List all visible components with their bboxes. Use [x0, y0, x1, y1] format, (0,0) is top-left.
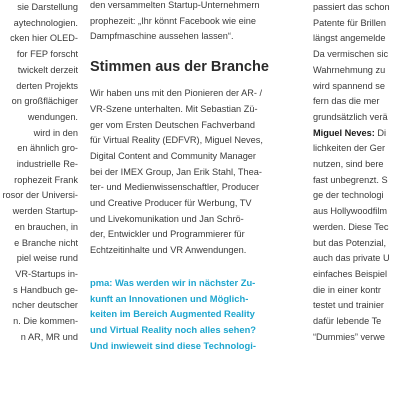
intro-paragraph	[90, 0, 302, 45]
body-line: ger vom Ersten Deutschen Fachverband	[90, 119, 255, 130]
text-line: Wahrnehmung zu	[313, 64, 386, 75]
text-line: ge der technologi	[313, 190, 384, 201]
text-line: cken hier OLED-	[10, 33, 78, 44]
text-line: längst angemelde	[313, 33, 386, 44]
question-line: kunft an Innovationen und Möglich-	[90, 292, 249, 304]
right-column-text-top	[313, 0, 400, 126]
body-line: für Virtual Reality (EDFVR), Miguel Neves,	[90, 135, 263, 146]
text-line: nutzen, sind bere	[313, 159, 384, 170]
section-heading: Stimmen aus der Branche	[90, 59, 269, 76]
body-line: VR-Szene unterhalten. Mit Sebastian Zü-	[90, 103, 258, 114]
intro-line: den versammelten Startup-Unternehmern	[90, 0, 260, 10]
text-line: industrielle Re-	[16, 159, 78, 170]
speaker-line	[313, 126, 400, 142]
text-line: ncher deutscher	[12, 300, 78, 311]
question-line: keiten im Bereich Augmented Reality	[90, 308, 255, 320]
text-line: grundsätzlich verä	[313, 111, 388, 122]
body-line: der, Entwickler und Programmierer für	[90, 229, 245, 240]
text-line: rophezeit Frank	[14, 174, 78, 185]
text-line: werden Startup-	[12, 206, 78, 217]
text-line: VR-Startups in-	[15, 268, 78, 279]
text-line: twickelt derzeit	[17, 64, 78, 75]
speaker-rest: Di	[374, 127, 387, 138]
speaker-name: Miguel Neves:	[313, 127, 375, 138]
intro-line: Dampfmaschine aussehen lassen“.	[90, 31, 234, 42]
text-line: Da vermischen sic	[313, 49, 389, 60]
text-line: aus Hollywoodfilm	[313, 206, 388, 217]
right-column-text-bottom	[313, 141, 400, 345]
text-line: rosor der Universi-	[2, 190, 78, 201]
text-line: fern das die mer	[313, 96, 380, 107]
text-line: s Handbuch ge-	[13, 284, 78, 295]
middle-column	[90, 0, 302, 400]
text-line: passiert das schon	[313, 2, 390, 12]
body-line: bei der IMEX Group, Jan Erik Stahl, Thea-	[90, 166, 262, 177]
text-line: lichkeiten der Ger	[313, 143, 386, 154]
text-line: aytechnologien.	[13, 17, 78, 28]
text-line: wendungen.	[27, 111, 78, 122]
body-line: und Livekomunikation und Jan Schrö-	[90, 213, 244, 224]
body-line: und Creative Producer für Werbung, TV	[90, 198, 252, 209]
body-line: Wir haben uns mit den Pionieren der AR- /	[90, 88, 263, 99]
text-line: en brauchen, in	[14, 221, 78, 232]
text-line: sie Darstellung	[17, 2, 78, 12]
text-line: Patente für Brillen	[313, 17, 387, 28]
text-line: n AR, MR und	[20, 331, 78, 342]
body-line: Echtzeitinhalte und VR Anwendungen.	[90, 245, 247, 256]
interview-question	[90, 275, 302, 354]
question-line: pma: Was werden wir in nächster Zu-	[90, 276, 256, 288]
text-line: n. Die kommen-	[13, 316, 78, 327]
text-line: derten Projekts	[16, 80, 78, 91]
text-line: but das Potenzial,	[313, 237, 387, 248]
text-line: e Branche nicht	[14, 237, 78, 248]
text-line: auch das private U	[313, 253, 390, 264]
right-column	[313, 0, 400, 400]
text-line: die in einer kontr	[313, 284, 381, 295]
body-line: ter- und Medienwissenschaftler, Producer	[90, 182, 260, 193]
text-line: on großflächiger	[11, 96, 78, 107]
left-column-text	[0, 0, 78, 345]
text-line: fast unbegrenzt. S	[313, 174, 388, 185]
text-line: en ähnlich gro-	[17, 143, 78, 154]
body-line: Digital Content and Community Manager	[90, 150, 256, 161]
intro-line: prophezeit: „Ihr könnt Facebook wie eine	[90, 15, 256, 26]
text-line: testet und trainier	[313, 300, 384, 311]
text-line: for FEP forscht	[16, 49, 78, 60]
text-line: dafür lebende Te	[313, 316, 382, 327]
text-line: werden. Diese Tec	[313, 221, 389, 232]
text-line: wird in den	[33, 127, 78, 138]
text-line: einfaches Beispiel	[313, 268, 388, 279]
question-line: und Virtual Reality noch alles sehen?	[90, 323, 257, 335]
text-line: piel weise rund	[16, 253, 78, 264]
text-line: wird spannend se	[313, 80, 386, 91]
left-column	[0, 0, 78, 400]
text-line: “Dummies” verwe	[313, 331, 385, 342]
body-paragraph	[90, 86, 302, 259]
question-line: Und inwieweit sind diese Technologi-	[90, 339, 256, 351]
